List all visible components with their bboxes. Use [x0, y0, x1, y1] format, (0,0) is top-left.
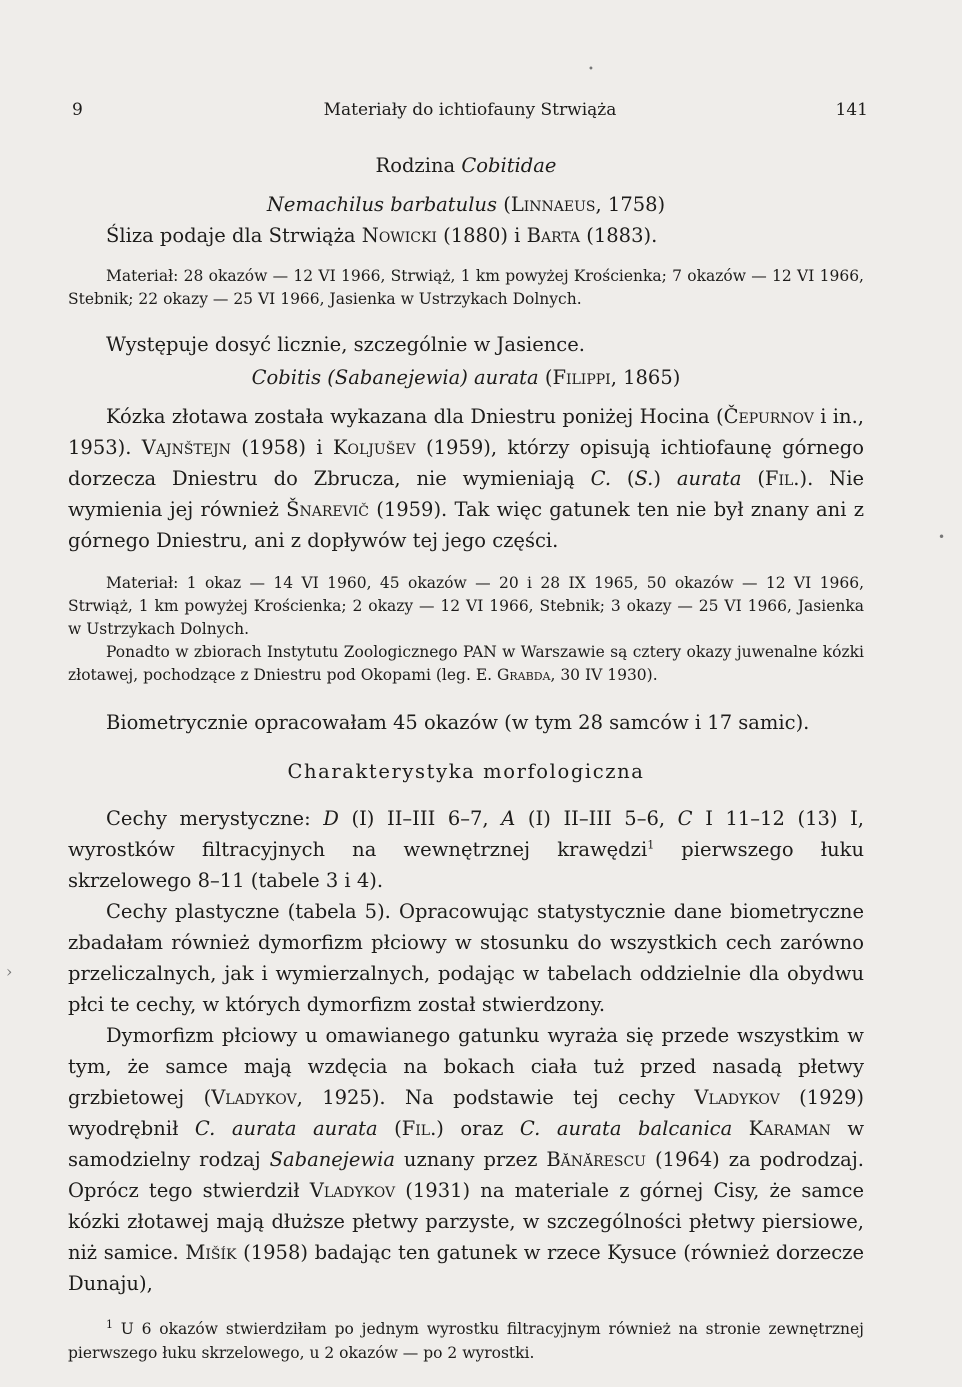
- paragraph-dimorphism: Dymorfizm płciowy u omawianego gatunku wyraża się przede wszystkim w tym, że samce mają wzdęcia na bokach ciała tuż przed nasadą płetwy grzbietowej (Vladykov, 1925). Na podstawie tej cechy Vladykov (1929) wyodrębnił C. aurata aurata (Fil.) oraz C. aurata balcanica Karaman w samodzielny rodzaj Sabanejewia uznany przez Bănărescu (1964) za podrodzaj. Oprócz tego stwierdził Vladykov (1931) na materiale z górnej Cisy, że samce kózki złotawej mają dłuższe płetwy parzyste, w szczególności płetwy piersiowe, niż samice. Mišík (1958) badając ten gatunek w rzece Kysuce (również dorzecze Dunaju),: [68, 1024, 865, 1295]
- print-speck: •: [588, 64, 594, 75]
- running-title: Materiały do ichtiofauny Strwiąża: [323, 100, 617, 120]
- paragraph-plastic: Cechy plastyczne (tabela 5). Opracowując statystycznie dane biometryczne zbadałam również dymorfizm płciowy w stosunku do wszystkich cech zarówno przeliczalnych, jak i wymierzalnych, podając w tabelach oddzielnie dla obydwu płci te cechy, w których dymorfizm został stwierdzony.: [68, 900, 864, 1016]
- family-heading: Rodzina Cobitidae: [375, 154, 557, 177]
- section-number: 9: [72, 100, 83, 120]
- species-heading-nemachilus: Nemachilus barbatulus (Linnaeus, 1758): [266, 193, 666, 216]
- paragraph-occurrence: Występuje dosyć licznie, szczególnie w Jasience.: [106, 333, 585, 356]
- paragraph-meristic: Cechy merystyczne: D (I) II–III 6–7, A (I) II–III 5–6, C I 11–12 (13) I, wyrostków filtracyjnych na wewnętrznej krawędzi$^1$ pierwszego łuku skrzelowego 8–11 (tabele 3 i 4).: [68, 807, 864, 892]
- footnote-ref[interactable]: 1: [647, 838, 655, 852]
- running-head: [72, 100, 868, 124]
- species-heading-cobitis: Cobitis (Sabanejewia) aurata (Filippi, 1865): [251, 366, 681, 389]
- page-number: 141: [835, 100, 868, 120]
- material-cobitis: Materiał: 1 okaz — 14 VI 1960, 45 okazów — 20 i 28 IX 1965, 50 okazów — 12 VI 1966, Strwiąż, 1 km powyżej Krościenka; 2 okazy — 12 VI 1966, Stebnik; 3 okazy — 25 VI 1966, Jasienka w Ustrzykach Dolnych.: [68, 574, 864, 638]
- print-speck: ›: [6, 962, 13, 981]
- material-nemachilus: Materiał: 28 okazów — 12 VI 1966, Strwiąż, 1 km powyżej Krościenka; 7 okazów — 12 VI 1966, Stebnik; 22 okazy — 25 VI 1966, Jasienka w Ustrzykach Dolnych.: [68, 267, 864, 308]
- footnote: [68, 1317, 864, 1365]
- page-body: [68, 150, 864, 1365]
- section-heading-morphology: Charakterystyka morfologiczna: [287, 760, 645, 783]
- paragraph-kozka: Kózka złotawa została wykazana dla Dniestru poniżej Hocina (Čepurnov i in., 1953). Vajnštejn (1958) i Koljušev (1959), którzy opisują ichtiofaunę górnego dorzecza Dniestru do Zbrucza, nie wymieniają C. (S.) aurata (Fil.). Nie wymienia jej również Šnarevič (1959). Tak więc gatunek ten nie był znany ani z górnego Dniestru, ani z dopływów tej jego części.: [68, 405, 865, 552]
- paragraph-collection: Ponadto w zbiorach Instytutu Zoologicznego PAN w Warszawie są cztery okazy juwenalne kózki złotawej, pochodzące z Dniestru pod Okopami (leg. E. Grabda, 30 IV 1930).: [68, 643, 864, 684]
- paragraph-biometry: Biometrycznie opracowałam 45 okazów (w tym 28 samców i 17 samic).: [106, 711, 810, 734]
- print-speck: •: [938, 530, 946, 544]
- footnote-mark: 1: [106, 1317, 113, 1331]
- paragraph-sliza: Śliza podaje dla Strwiąża Nowicki (1880) i Barta (1883).: [106, 224, 658, 247]
- footnote-text: U 6 okazów stwierdziłam po jednym wyrostku filtracyjnym również na stronie zewnętrznej pierwszego łuku skrzelowego, u 2 okazów — po 2 wyrostki.: [68, 1320, 864, 1362]
